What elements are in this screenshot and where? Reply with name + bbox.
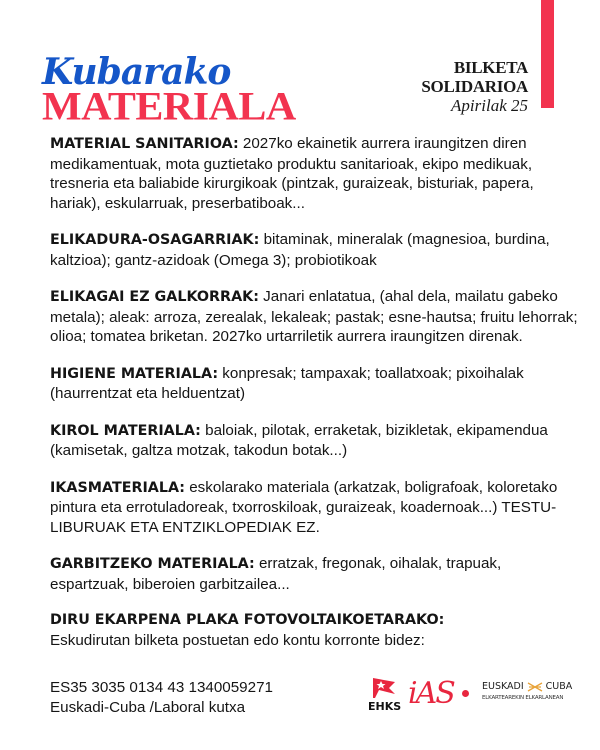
decorative-red-bar <box>541 0 554 108</box>
donation-text: Eskudirutan bilketa postuetan edo kontu korronte bidez: <box>50 631 425 649</box>
section-label: ELIKADURA-OSAGARRIAK: <box>50 232 260 248</box>
cuba-text: CUBA <box>545 681 573 692</box>
section-label: GARBITZEKO MATERIALA: <box>50 556 255 572</box>
section-text: Janari enlatatua, (ahal dela, mailatu gabeko metala); aleak: arroza, zerealak, lekaleak; pastak; esne-hautsa; fruitu lehorrak; olioa; tomatea briketan. 2027ko urtarriletik aurrera iraungitzen direnak. <box>50 288 578 345</box>
section-label: ELIKAGAI EZ GALKORRAK: <box>50 289 259 305</box>
section-text: konpresak; tampaxak; toallatxoak; pixoihalak (haurrentzat eta helduentzat) <box>50 364 524 402</box>
euskadi-cuba-subtitle: ELKARTEAREKIN ELKARLANEAN <box>482 695 564 701</box>
section-text: bitaminak, mineralak (magnesioa, burdina, kaltzioa); gantz-azidoak (Omega 3); probiotikoak <box>50 231 550 269</box>
ias-logo: iAS <box>408 676 454 711</box>
section-garbitzeko-materiala <box>50 554 580 594</box>
event-info <box>421 58 528 115</box>
star-icon <box>527 682 543 692</box>
section-ikasmateriala <box>50 478 580 538</box>
section-label: HIGIENE MATERIALA: <box>50 365 219 382</box>
event-date: Apirilak 25 <box>451 96 528 115</box>
event-line-2: SOLIDARIOA <box>421 77 528 96</box>
section-text: erratzak, fregonak, oihalak, trapuak, espartzuak, biberoien garbitzailea... <box>50 555 502 593</box>
bank-holder: Euskadi-Cuba /Laboral kutxa <box>50 698 246 716</box>
section-elikagai-ez-galkorrak <box>50 287 580 347</box>
ehks-flag-icon <box>371 676 397 698</box>
title-kubarako: Kubarako <box>42 51 231 93</box>
section-text: baloiak, pilotak, erraketak, bizikletak, ekipamendua (kamisetak, galtza motzak, takodun botak...) <box>50 421 548 459</box>
section-donation <box>50 611 580 650</box>
section-higiene-materiala <box>50 364 580 404</box>
euskadi-cuba-logo <box>482 681 572 701</box>
section-text: 2027ko ekainetik aurrera iraungitzen diren medikamentuak, mota guztietako produktu sanitarioak, ekipo medikuak, tresneria eta baliabide kirurgikoak (pintzak, guraizeak, bisturiak, papera, hariak), eskularruak, preserbatiboak... <box>50 135 534 212</box>
euskadi-text: EUSKADI <box>482 681 524 692</box>
section-text: eskolarako materiala (arkatzak, boligrafoak, koloretako pintura eta errotuladoreak, txorroskiloak, guraizeak, koadernoak...) TESTU-LIBURUAK ETA ENTZIKLOPEDIAK EZ. <box>50 478 558 536</box>
euskadi-cuba-wordmark <box>482 681 572 692</box>
bank-details <box>50 678 273 717</box>
event-line-1: BILKETA <box>453 58 528 77</box>
section-label: KIROL MATERIALA: <box>50 422 201 439</box>
section-label: IKASMATERIALA: <box>50 479 186 496</box>
separator-dot <box>462 690 469 697</box>
section-kirol-materiala <box>50 421 580 461</box>
section-label: MATERIAL SANITARIOA: <box>50 136 239 152</box>
materials-list <box>50 134 580 667</box>
bank-iban: ES35 3035 0134 43 1340059271 <box>50 679 273 696</box>
section-elikadura-osagarriak <box>50 230 580 270</box>
title-materiala: MATERIALA <box>42 85 296 129</box>
section-material-sanitarioa <box>50 134 580 213</box>
donation-title: DIRU EKARPENA PLAKA FOTOVOLTAIKOETARAKO: <box>50 612 445 628</box>
ehks-logo-text: EHKS <box>368 700 402 713</box>
ehks-logo <box>368 676 402 716</box>
sponsor-logos <box>368 676 600 718</box>
